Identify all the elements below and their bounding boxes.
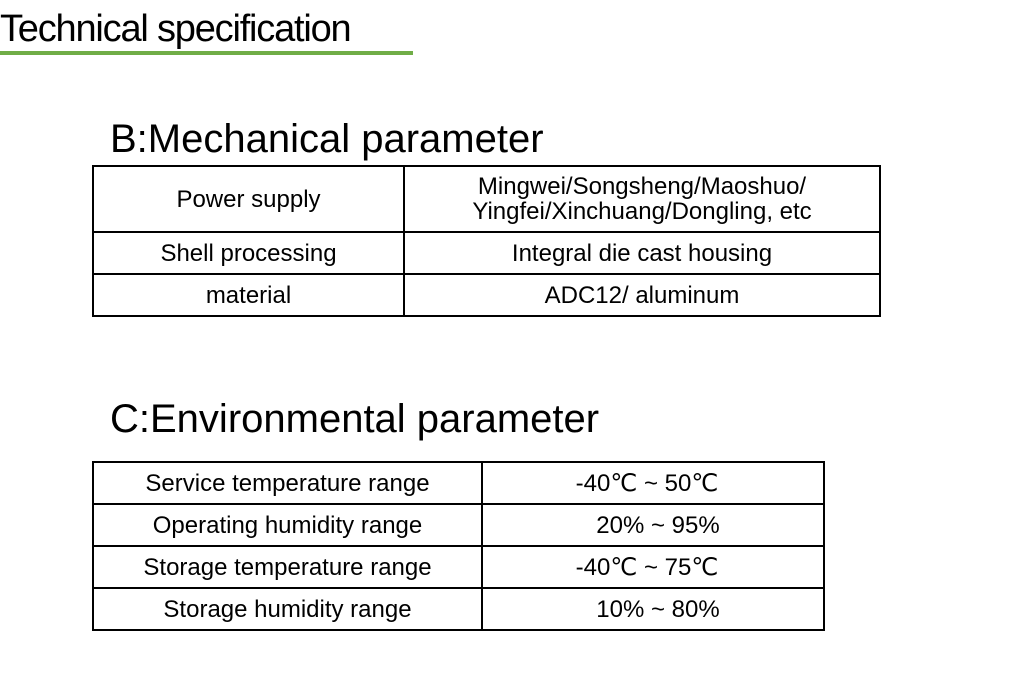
row-label-operating-humidity: Operating humidity range xyxy=(93,504,482,546)
title-underline xyxy=(0,51,413,55)
row-value-shell-processing: Integral die cast housing xyxy=(404,232,880,274)
row-label-material: material xyxy=(93,274,404,316)
mechanical-parameter-heading: B:Mechanical parameter xyxy=(110,117,544,161)
row-label-service-temperature: Service temperature range xyxy=(93,462,482,504)
environmental-parameter-heading: C:Environmental parameter xyxy=(110,397,600,441)
page-title: Technical specification xyxy=(0,8,351,50)
row-value-operating-humidity: 20% ~ 95% xyxy=(482,504,824,546)
table-row xyxy=(93,546,824,588)
table-row xyxy=(93,166,880,232)
row-value-service-temperature: -40℃ ~ 50℃ xyxy=(482,462,824,504)
row-label-shell-processing: Shell processing xyxy=(93,232,404,274)
row-value-storage-temperature: -40℃ ~ 75℃ xyxy=(482,546,824,588)
row-label-power-supply: Power supply xyxy=(93,166,404,232)
table-row xyxy=(93,504,824,546)
table-row xyxy=(93,588,824,630)
row-value-material: ADC12/ aluminum xyxy=(404,274,880,316)
mechanical-parameter-table xyxy=(92,165,881,317)
table-row xyxy=(93,232,880,274)
row-value-power-supply xyxy=(404,166,880,232)
row-label-storage-temperature: Storage temperature range xyxy=(93,546,482,588)
power-supply-value-line-1: Mingwei/Songsheng/Maoshuo/ xyxy=(477,173,807,200)
row-value-storage-humidity: 10% ~ 80% xyxy=(482,588,824,630)
power-supply-value-line-2: Yingfei/Xinchuang/Dongling, etc xyxy=(472,198,812,225)
environmental-parameter-table xyxy=(92,461,825,631)
table-row xyxy=(93,274,880,316)
table-row xyxy=(93,462,824,504)
row-label-storage-humidity: Storage humidity range xyxy=(93,588,482,630)
